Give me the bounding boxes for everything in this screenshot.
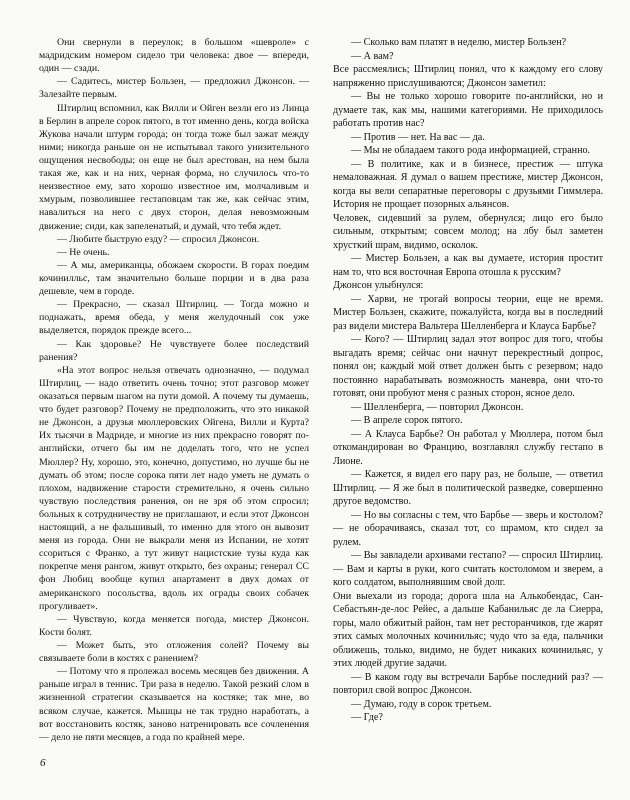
paragraph: — Мы не обладаем такого рода информацией, странно. <box>351 145 591 156</box>
paragraph: — Мистер Бользен, а как вы думаете, история простит нам то, что вся восточная Европа отошла к русским? <box>333 253 603 278</box>
paragraph: — А мы, американцы, обожаем скорости. В горах поедим кочинилльс, там значительно больше порции и в два раза дешевле, чем в городе. <box>39 259 309 298</box>
right-text-column <box>333 36 603 725</box>
paragraph: Джонсон улыбнулся: <box>333 280 424 291</box>
paragraph: — Сколько вам платят в неделю, мистер Бользен? <box>351 37 567 48</box>
paragraph: — Кажется, я видел его пару раз, не больше, — ответил Штирлиц. — Я же был в политической разведке, совершенно другое ведомство. <box>333 469 603 507</box>
paragraph: — А Клауса Барбье? Он работал у Мюллера, потом был откомандирован во Францию, возглавлял службу гестапо в Лионе. <box>333 428 603 467</box>
paragraph: — Шелленберга, — повторил Джонсон. <box>351 401 524 413</box>
paragraph: — Вы не только хорошо говорите по-английски, но и думаете так, как мы, нашими категориями. Не приходилось работать против нас? <box>333 91 603 129</box>
paragraph: — Где? <box>351 712 383 723</box>
paragraph: — А вам? <box>351 50 394 62</box>
paragraph: — В апреле сорок пятого. <box>351 415 463 426</box>
left-text-column <box>39 36 309 744</box>
paragraph: — Кого? — Штирлиц задал этот вопрос для того, чтобы выгадать время; сейчас они начнут перекрестный допрос, понял он; каждый мой ответ должен быть с резервом; надо постоянно нарабатывать возможность маневра, они что-то готовят, они пробуют меня с разных сторон, ясное дело. <box>333 334 603 399</box>
paragraph: — Может быть, это отложения солей? Почему вы связываете боли в костях с ранением? <box>39 640 309 665</box>
paragraph: — Любите быструю езду? — спросил Джонсон. <box>57 233 260 245</box>
paragraph: — Вы завладели архивами гестапо? — спросил Штирлиц. — Вам и карты в руки, кого считать костоломом и зверем, а кого солдатом, выполнявшим свой долг. <box>333 550 603 588</box>
paragraph: — Харви, не трогай вопросы теории, еще не время. Мистер Бользен, скажите, пожалуйста, когда вы в последний раз видели мистера Вальтера Шелленберга и Клауса Барбье? <box>333 293 603 332</box>
paragraph: Штирлиц вспомнил, как Вилли и Ойген везли его из Линца в Берлин в апреле сорок пятого, в тот именно день, когда войска Жукова начали штурм города; он тогда тоже был зажат между ними; никогда раньше он не испытывал такого унизительного ощущения несвободы; он еще не был арестован, на нем была такая же, как и на них, черная форма, но случилось что-то неизвестное ему, зато хорошо известное им, молчаливым и хмурым, позволившее гестаповцам так же, как сейчас этим, навалиться на него с двух сторон, делая невозможным движение; сиди, как запеленатый, и думай, что тебя ждет. <box>39 102 309 232</box>
paragraph: — Садитесь, мистер Бользен, — предложил Джонсон. — Залезайте первым. <box>39 76 309 101</box>
paragraph: — В политике, как и в бизнесе, престиж — штука немаловажная. Я думал о вашем престиже, мистер Джонсон, когда вы вели сепаратные переговоры с друзьями Гиммлера. История не прощает позорных альянсов. <box>333 158 603 210</box>
paragraph: — Прекрасно, — сказал Штирлиц. — Тогда можно и поднажать, время обеда, у меня желудочный сок уже выделяется, порядок прежде всего... <box>39 299 309 337</box>
page-number: 6 <box>40 757 46 769</box>
paragraph: — Чувствую, когда меняется погода, мистер Джонсон. Кости болят. <box>39 613 309 638</box>
paragraph: — Думаю, году в сорок третьем. <box>351 698 492 710</box>
paragraph: — Против — нет. На вас — да. <box>351 131 485 143</box>
paragraph: Человек, сидевший за рулем, обернулся; лицо его было сильным, открытым; совсем молод; на лбу был заметен хрусткий шрам, видимо, осколок. <box>333 212 603 251</box>
paragraph: Все рассмеялись; Штирлиц понял, что к каждому его слову напряженно прислушиваются; Джонсон заметил: <box>333 64 603 89</box>
paragraph: — В каком году вы встречали Барбье последний раз? — повторил свой вопрос Джонсон. <box>333 671 603 696</box>
paragraph: — Как здоровье? Не чувствуете более последствий ранения? <box>39 338 309 363</box>
paragraph: — Не очень. <box>57 246 110 258</box>
paragraph: Они выехали из города; дорога шла на Алькобендас, Сан-Себастьян-де-лос Рейес, а дальше Кабанильяс де ла Сиерра, горы, мало обжитый район, там нет ресторанчиков, где жарят этих самых молочных кочинильяс; чудо что за еда, пальчики оближешь, только, видимо, не будет никаких кочинильяс, у этих людей другие задачи. <box>333 590 603 669</box>
paragraph: Они свернули в переулок; в большом «шевроле» с мадридским номером сидело три человека: двое — впереди, один — сзади. <box>39 37 309 75</box>
paragraph: — Потому что я пролежал восемь месяцев без движения. А раньше играл в теннис. Три раза в неделю. Такой резкий слом в жизненной стратегии сказывается на костяке; так мне, во всяком случае, кажется. Мышцы не так трудно наработать, а вот восстановить костяк, заново натренировать все сочленения — дело не пяти месяцев, а года по крайней мере. <box>39 666 309 743</box>
paragraph: «На этот вопрос нельзя отвечать однозначно, — подумал Штирлиц, — надо ответить очень точно; этот разговор может оказаться первым шагом на пути домой. А почему ты думаешь, что будет разговор? Почему не предположить, что это никакой не Джонсон, а друзья мюллеровских Ойгена, Вилли и Курта? Их тысячи в Мадриде, и многие из них прекрасно говорят по-английски, отчего бы им не доделать того, что не успел Мюллер? Ну, хорошо, это, конечно, допустимо, но лучше бы не думать об этом; после сорока пяти лет надо уметь не думать о плохом, надвижение старости стремительно, я очень сильно чувствую последствия ранения, он не зря об этом спросил; больных к сотрудничеству не приглашают, и если этот Джонсон настоящий, а не фальшивый, то именно для этого он вывозит меня из города. Они не выкрали меня из Испании, не хотят ссориться с Франко, а тут живут нацистские тузы куда как покрепче меня рангом, живут открыто, без охраны; генерал СС фон Любиц вообще купил апартамент в двух домах от американского посольства, вдоль их ограды своих собачек прогуливает». <box>39 364 309 612</box>
paragraph: — Но вы согласны с тем, что Барбье — зверь и костолом? — не оборачиваясь, сказал тот, со шрамом, кто сидел за рулем. <box>333 509 603 548</box>
